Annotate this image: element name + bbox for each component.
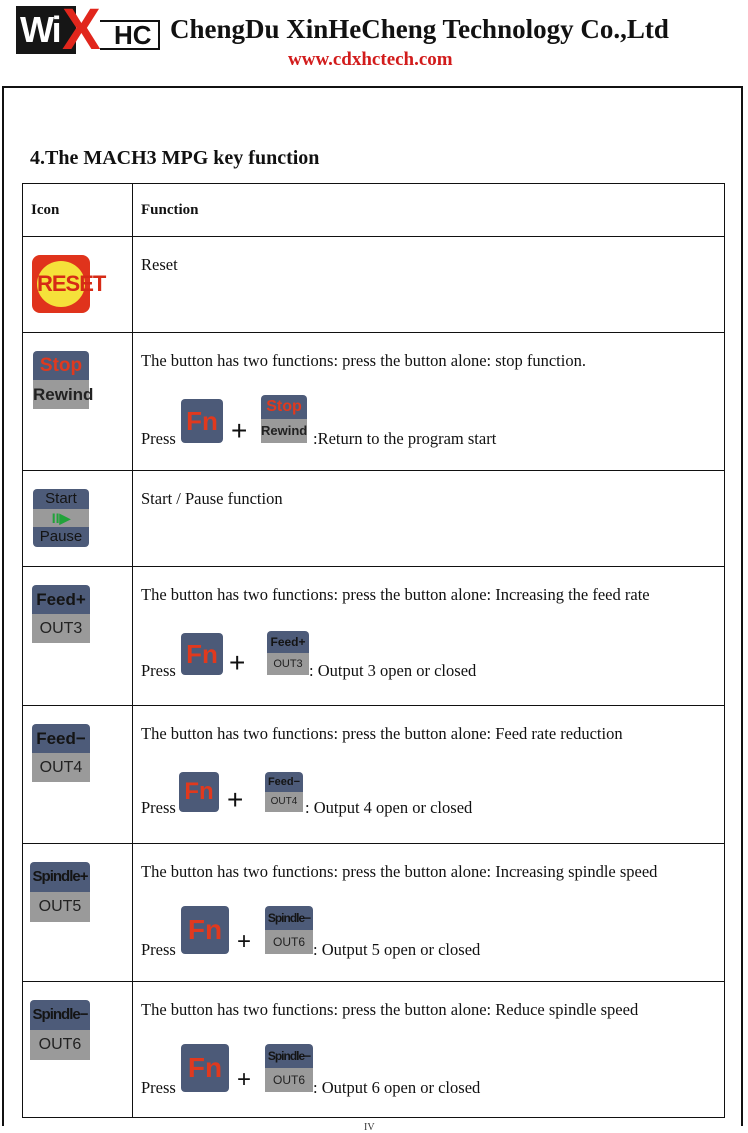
stop-rewind-key-icon bbox=[33, 351, 94, 409]
function-cell bbox=[133, 706, 725, 844]
table-row bbox=[23, 706, 725, 844]
icon-cell bbox=[23, 844, 133, 982]
press-label: Press bbox=[141, 661, 176, 680]
spindle-minus-out6-key-icon bbox=[30, 1000, 90, 1060]
key-top-label: Feed+ bbox=[270, 635, 306, 649]
page-number: IV bbox=[364, 1122, 375, 1133]
key-top-label: Stop bbox=[39, 355, 83, 376]
table-row bbox=[23, 333, 725, 471]
icon-cell bbox=[23, 237, 133, 333]
function-text: The button has two functions: press the button alone: stop function. bbox=[141, 351, 586, 370]
play-pause-symbol: II▶ bbox=[33, 509, 89, 527]
icon-cell bbox=[23, 471, 133, 567]
function-cell bbox=[133, 567, 725, 706]
key-bottom-label: OUT5 bbox=[30, 892, 90, 922]
combo-result: :Return to the program start bbox=[313, 429, 497, 448]
document-header bbox=[0, 0, 748, 84]
key-top-label: Stop bbox=[266, 398, 302, 415]
plus-sign: + bbox=[227, 784, 244, 815]
function-text: The button has two functions: press the button alone: Feed rate reduction bbox=[141, 724, 623, 743]
function-cell bbox=[133, 982, 725, 1118]
plus-sign: + bbox=[229, 647, 246, 678]
function-text: Reset bbox=[141, 255, 178, 274]
key-bottom-label: Rewind bbox=[33, 380, 89, 409]
key-top-label: Feed− bbox=[267, 776, 301, 788]
fn-key-icon: Fn bbox=[181, 906, 229, 954]
key-function-table bbox=[22, 183, 725, 1118]
press-label: Press bbox=[141, 1078, 176, 1097]
spindle-plus-out5-key-icon bbox=[30, 862, 90, 922]
function-cell bbox=[133, 237, 725, 333]
reset-key-label: RESET bbox=[37, 261, 85, 307]
company-name: ChengDu XinHeCheng Technology Co.,Ltd bbox=[170, 14, 669, 44]
key-bottom-label: OUT4 bbox=[265, 792, 303, 812]
function-text: The button has two functions: press the button alone: Increasing spindle speed bbox=[141, 862, 658, 881]
key-top-label: Spindle− bbox=[267, 1049, 311, 1063]
logo-x: X bbox=[62, 0, 101, 62]
table-row bbox=[23, 844, 725, 982]
key-bottom-label: OUT3 bbox=[267, 653, 309, 675]
fn-key-icon: Fn bbox=[179, 772, 219, 812]
key-bottom-label: OUT3 bbox=[32, 614, 90, 643]
stop-rewind-key-icon bbox=[261, 395, 307, 443]
key-top-label: Spindle− bbox=[267, 911, 311, 925]
reset-key-icon bbox=[32, 255, 106, 313]
function-cell bbox=[133, 333, 725, 471]
table-row bbox=[23, 982, 725, 1118]
icon-cell bbox=[23, 982, 133, 1118]
combo-result: : Output 5 open or closed bbox=[313, 940, 481, 959]
spindle-minus-out6-key-icon bbox=[265, 1044, 313, 1092]
plus-sign: + bbox=[237, 1066, 252, 1093]
feed-plus-out3-key-icon bbox=[267, 631, 309, 675]
function-cell bbox=[133, 471, 725, 567]
function-text: Start / Pause function bbox=[141, 489, 283, 508]
key-bottom-label: Rewind bbox=[261, 419, 307, 443]
table-row bbox=[23, 237, 725, 333]
fn-key-icon: Fn bbox=[181, 633, 223, 675]
function-text: The button has two functions: press the button alone: Reduce spindle speed bbox=[141, 1000, 639, 1019]
key-top-label: Spindle− bbox=[32, 1006, 88, 1023]
key-top-label: Feed+ bbox=[36, 590, 86, 609]
key-bottom-label: OUT6 bbox=[265, 1068, 313, 1092]
company-logo bbox=[16, 0, 160, 62]
key-bottom-label: OUT4 bbox=[32, 753, 90, 782]
fn-key-icon: Fn bbox=[181, 1044, 229, 1092]
company-website[interactable]: www.cdxhctech.com bbox=[288, 49, 453, 70]
key-top-label: Start bbox=[45, 490, 77, 507]
icon-cell bbox=[23, 333, 133, 471]
icon-cell bbox=[23, 567, 133, 706]
combo-result: : Output 3 open or closed bbox=[309, 661, 477, 680]
function-text: The button has two functions: press the button alone: Increasing the feed rate bbox=[141, 585, 650, 604]
logo-wi: Wi bbox=[16, 6, 76, 54]
spindle-minus-out6-key-icon bbox=[265, 906, 313, 954]
feed-minus-out4-key-icon bbox=[32, 724, 90, 782]
press-label: Press bbox=[141, 798, 176, 817]
icon-cell bbox=[23, 706, 133, 844]
key-bottom-label: OUT6 bbox=[265, 930, 313, 954]
key-top-label: Spindle+ bbox=[32, 868, 88, 885]
function-cell bbox=[133, 844, 725, 982]
start-pause-key-icon bbox=[33, 489, 89, 547]
table-row bbox=[23, 471, 725, 567]
plus-sign: + bbox=[231, 415, 248, 446]
combo-result: : Output 6 open or closed bbox=[313, 1078, 481, 1097]
fn-key-icon: Fn bbox=[181, 399, 223, 443]
key-bottom-label: Pause bbox=[39, 528, 83, 545]
header-icon: Icon bbox=[23, 184, 133, 237]
combo-result: : Output 4 open or closed bbox=[305, 798, 473, 817]
press-label: Press bbox=[141, 940, 176, 959]
feed-plus-out3-key-icon bbox=[32, 585, 90, 643]
header-function: Function bbox=[133, 184, 725, 237]
table-header-row bbox=[23, 184, 725, 237]
table-row bbox=[23, 567, 725, 706]
press-label: Press bbox=[141, 429, 176, 448]
plus-sign: + bbox=[237, 928, 252, 955]
feed-minus-out4-key-icon bbox=[265, 772, 303, 812]
section-title: 4.The MACH3 MPG key function bbox=[30, 147, 320, 169]
key-bottom-label: OUT6 bbox=[30, 1030, 90, 1060]
logo-hc: HC bbox=[100, 20, 160, 50]
key-top-label: Feed− bbox=[36, 729, 86, 748]
